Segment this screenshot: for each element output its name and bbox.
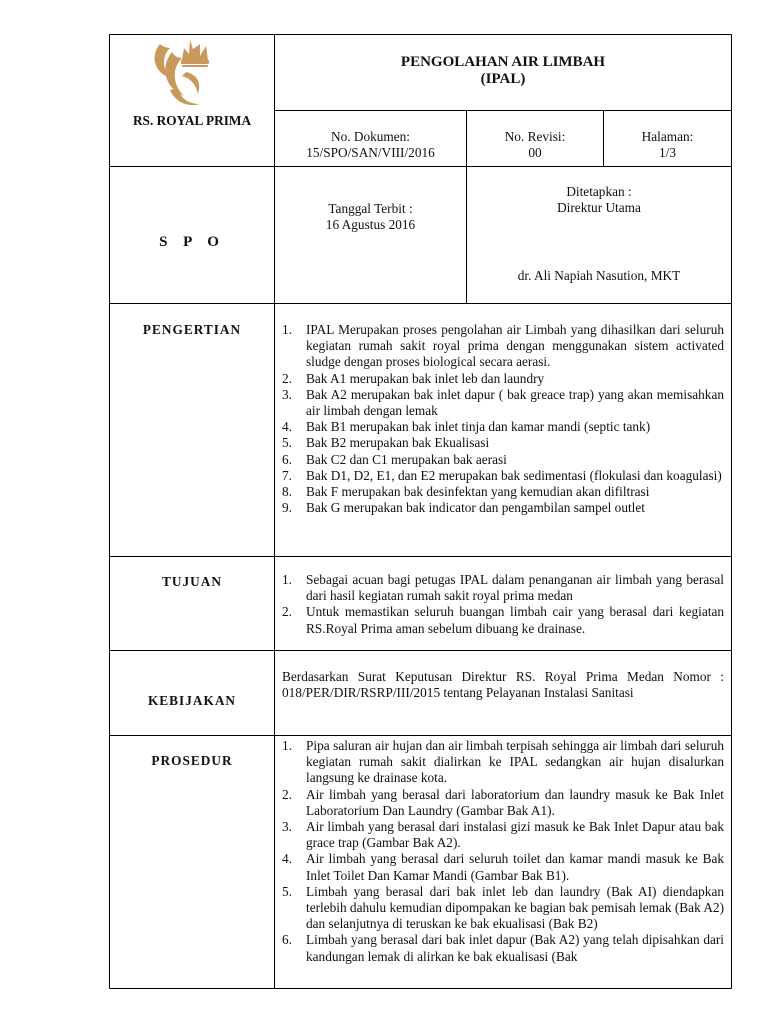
approval-label: Ditetapkan : xyxy=(566,184,632,199)
prosedur-list-container xyxy=(282,738,724,986)
list-item-number: 1. xyxy=(282,572,292,587)
document-title xyxy=(275,54,731,88)
document-number xyxy=(275,129,466,161)
list-item xyxy=(282,435,724,451)
tujuan-list xyxy=(282,572,724,637)
crown-swirl-logo-icon xyxy=(140,38,240,112)
list-item xyxy=(282,787,724,819)
list-item-number: 2. xyxy=(282,604,292,620)
list-item-number: 4. xyxy=(282,851,292,867)
list-item-text: Bak C2 dan C1 merupakan bak aerasi xyxy=(306,451,507,467)
revision-value: 00 xyxy=(528,145,542,161)
list-item-text: Bak A1 merupakan bak inlet leb dan laundry xyxy=(306,370,545,386)
list-item xyxy=(282,419,724,435)
section-heading-prosedur: PROSEDUR xyxy=(151,753,233,768)
list-item-text: Bak F merupakan bak desinfektan yang kemudian akan difiltrasi xyxy=(306,484,650,500)
revision-number xyxy=(467,129,603,161)
tujuan-list-container xyxy=(282,572,724,637)
list-item-number: 9. xyxy=(282,500,292,516)
list-item-text: Pipa saluran air hujan dan air limbah terpisah sehingga air limbah dari seluruh kegiatan rumah sakit dialirkan ke IPAL sedangkan air hujan disalurkan langsung ke drainase kota. xyxy=(306,738,724,786)
approval-role: Direktur Utama xyxy=(557,200,641,216)
page-number xyxy=(604,129,731,161)
list-item-text: Air limbah yang berasal dari seluruh toilet dan kamar mandi masuk ke Bak Inlet Toilet Dan Kamar Mandi (Gambar Bak B1). xyxy=(306,851,724,883)
list-item xyxy=(282,452,724,468)
signer-name: dr. Ali Napiah Nasution, MKT xyxy=(517,268,681,283)
list-item xyxy=(282,819,724,851)
list-item-text: Limbah yang berasal dari bak inlet dapur (Bak A2) yang telah dipisahkan dari kandungan lemak di alirkan ke bak ekualisasi (Bak xyxy=(306,932,724,964)
issue-date xyxy=(275,201,466,233)
list-item xyxy=(282,484,724,500)
list-item-number: 4. xyxy=(282,419,292,435)
pengertian-list xyxy=(282,322,724,516)
list-item-number: 8. xyxy=(282,484,292,500)
list-item-text: Untuk memastikan seluruh buangan limbah cair yang berasal dari kegiatan RS.Royal Prima aman sebelum dibuang ke drainase. xyxy=(306,604,724,636)
list-item-number: 6. xyxy=(282,932,292,948)
list-item-number: 5. xyxy=(282,435,292,451)
list-item xyxy=(282,851,724,883)
hospital-logo xyxy=(140,38,240,112)
list-item xyxy=(282,468,724,484)
list-item-text: Sebagai acuan bagi petugas IPAL dalam penanganan air limbah yang berasal dari hasil kegiatan rumah sakit royal prima medan xyxy=(306,572,724,604)
list-item xyxy=(282,604,724,636)
list-item-text: Bak D1, D2, E1, dan E2 merupakan bak sedimentasi (flokulasi dan koagulasi) xyxy=(306,467,722,483)
list-item-text: Bak B2 merupakan bak Ekualisasi xyxy=(306,435,490,451)
page-label: Halaman: xyxy=(641,129,694,144)
list-item-text: Limbah yang berasal dari bak inlet leb dan laundry (Bak AI) diendapkan terlebih dahulu kemudian dipompakan ke bagian bak pemisah lemak (Bak A2) dan selanjutnya di teruskan ke bak ekualisasi (Bak B2) xyxy=(306,883,724,932)
list-item-text: Bak B1 merupakan bak inlet tinja dan kamar mandi (septic tank) xyxy=(306,419,651,435)
list-item-text: Air limbah yang berasal dari laboratorium dan laundry masuk ke Bak Inlet Laboratorium Dan Laundry (Gambar Bak A1). xyxy=(306,786,724,818)
list-item-number: 2. xyxy=(282,786,292,802)
list-item xyxy=(282,371,724,387)
list-item-number: 3. xyxy=(282,819,292,835)
section-heading-tujuan: TUJUAN xyxy=(162,574,222,589)
list-item xyxy=(282,500,724,516)
list-item-number: 6. xyxy=(282,451,292,467)
list-item xyxy=(282,322,724,371)
list-item xyxy=(282,932,724,964)
section-heading-kebijakan: KEBIJAKAN xyxy=(147,693,237,708)
issue-date-value: 16 Agustus 2016 xyxy=(325,217,416,233)
section-heading-pengertian: PENGERTIAN xyxy=(142,322,242,337)
spo-label: S P O xyxy=(159,234,225,250)
list-item-text: Bak G merupakan bak indicator dan pengambilan sampel outlet xyxy=(306,500,645,516)
pengertian-list-container xyxy=(282,322,724,516)
doc-number-label: No. Dokumen: xyxy=(330,129,411,144)
list-item-text: Air limbah yang berasal dari instalasi gizi masuk ke Bak Inlet Dapur atau bak grace trap (Gambar Bak A2). xyxy=(306,819,724,851)
issue-date-label: Tanggal Terbit : xyxy=(328,201,413,216)
title-line-2: (IPAL) xyxy=(480,71,526,87)
approval-block xyxy=(467,184,731,216)
list-item-number: 3. xyxy=(282,386,292,402)
list-item-number: 1. xyxy=(282,738,292,753)
list-item-number: 1. xyxy=(282,322,292,337)
list-item-text: Bak A2 merupakan bak inlet dapur ( bak greace trap) yang akan memisahkan air limbah dengan lemak xyxy=(306,386,724,419)
page-value: 1/3 xyxy=(659,145,676,161)
list-item xyxy=(282,884,724,933)
list-item-text: IPAL Merupakan proses pengolahan air Limbah yang dihasilkan dari seluruh kegiatan rumah sakit royal prima dengan menggunakan sistem activated sludge dengan proses biological secara aerasi. xyxy=(306,322,724,370)
list-item-number: 5. xyxy=(282,883,292,899)
list-item xyxy=(282,572,724,604)
title-line-1: PENGOLAHAN AIR LIMBAH xyxy=(400,54,606,70)
hospital-name: RS. ROYAL PRIMA xyxy=(132,113,252,128)
list-item xyxy=(282,387,724,419)
kebijakan-text: Berdasarkan Surat Keputusan Direktur RS. Royal Prima Medan Nomor : 018/PER/DIR/RSRP/III/2015 tentang Pelayanan Instalasi Sanitasi xyxy=(282,669,724,701)
doc-number-value: 15/SPO/SAN/VIII/2016 xyxy=(306,145,435,161)
list-item-number: 7. xyxy=(282,467,292,483)
revision-label: No. Revisi: xyxy=(504,129,566,144)
prosedur-list xyxy=(282,738,724,965)
list-item xyxy=(282,738,724,787)
list-item-number: 2. xyxy=(282,370,292,386)
